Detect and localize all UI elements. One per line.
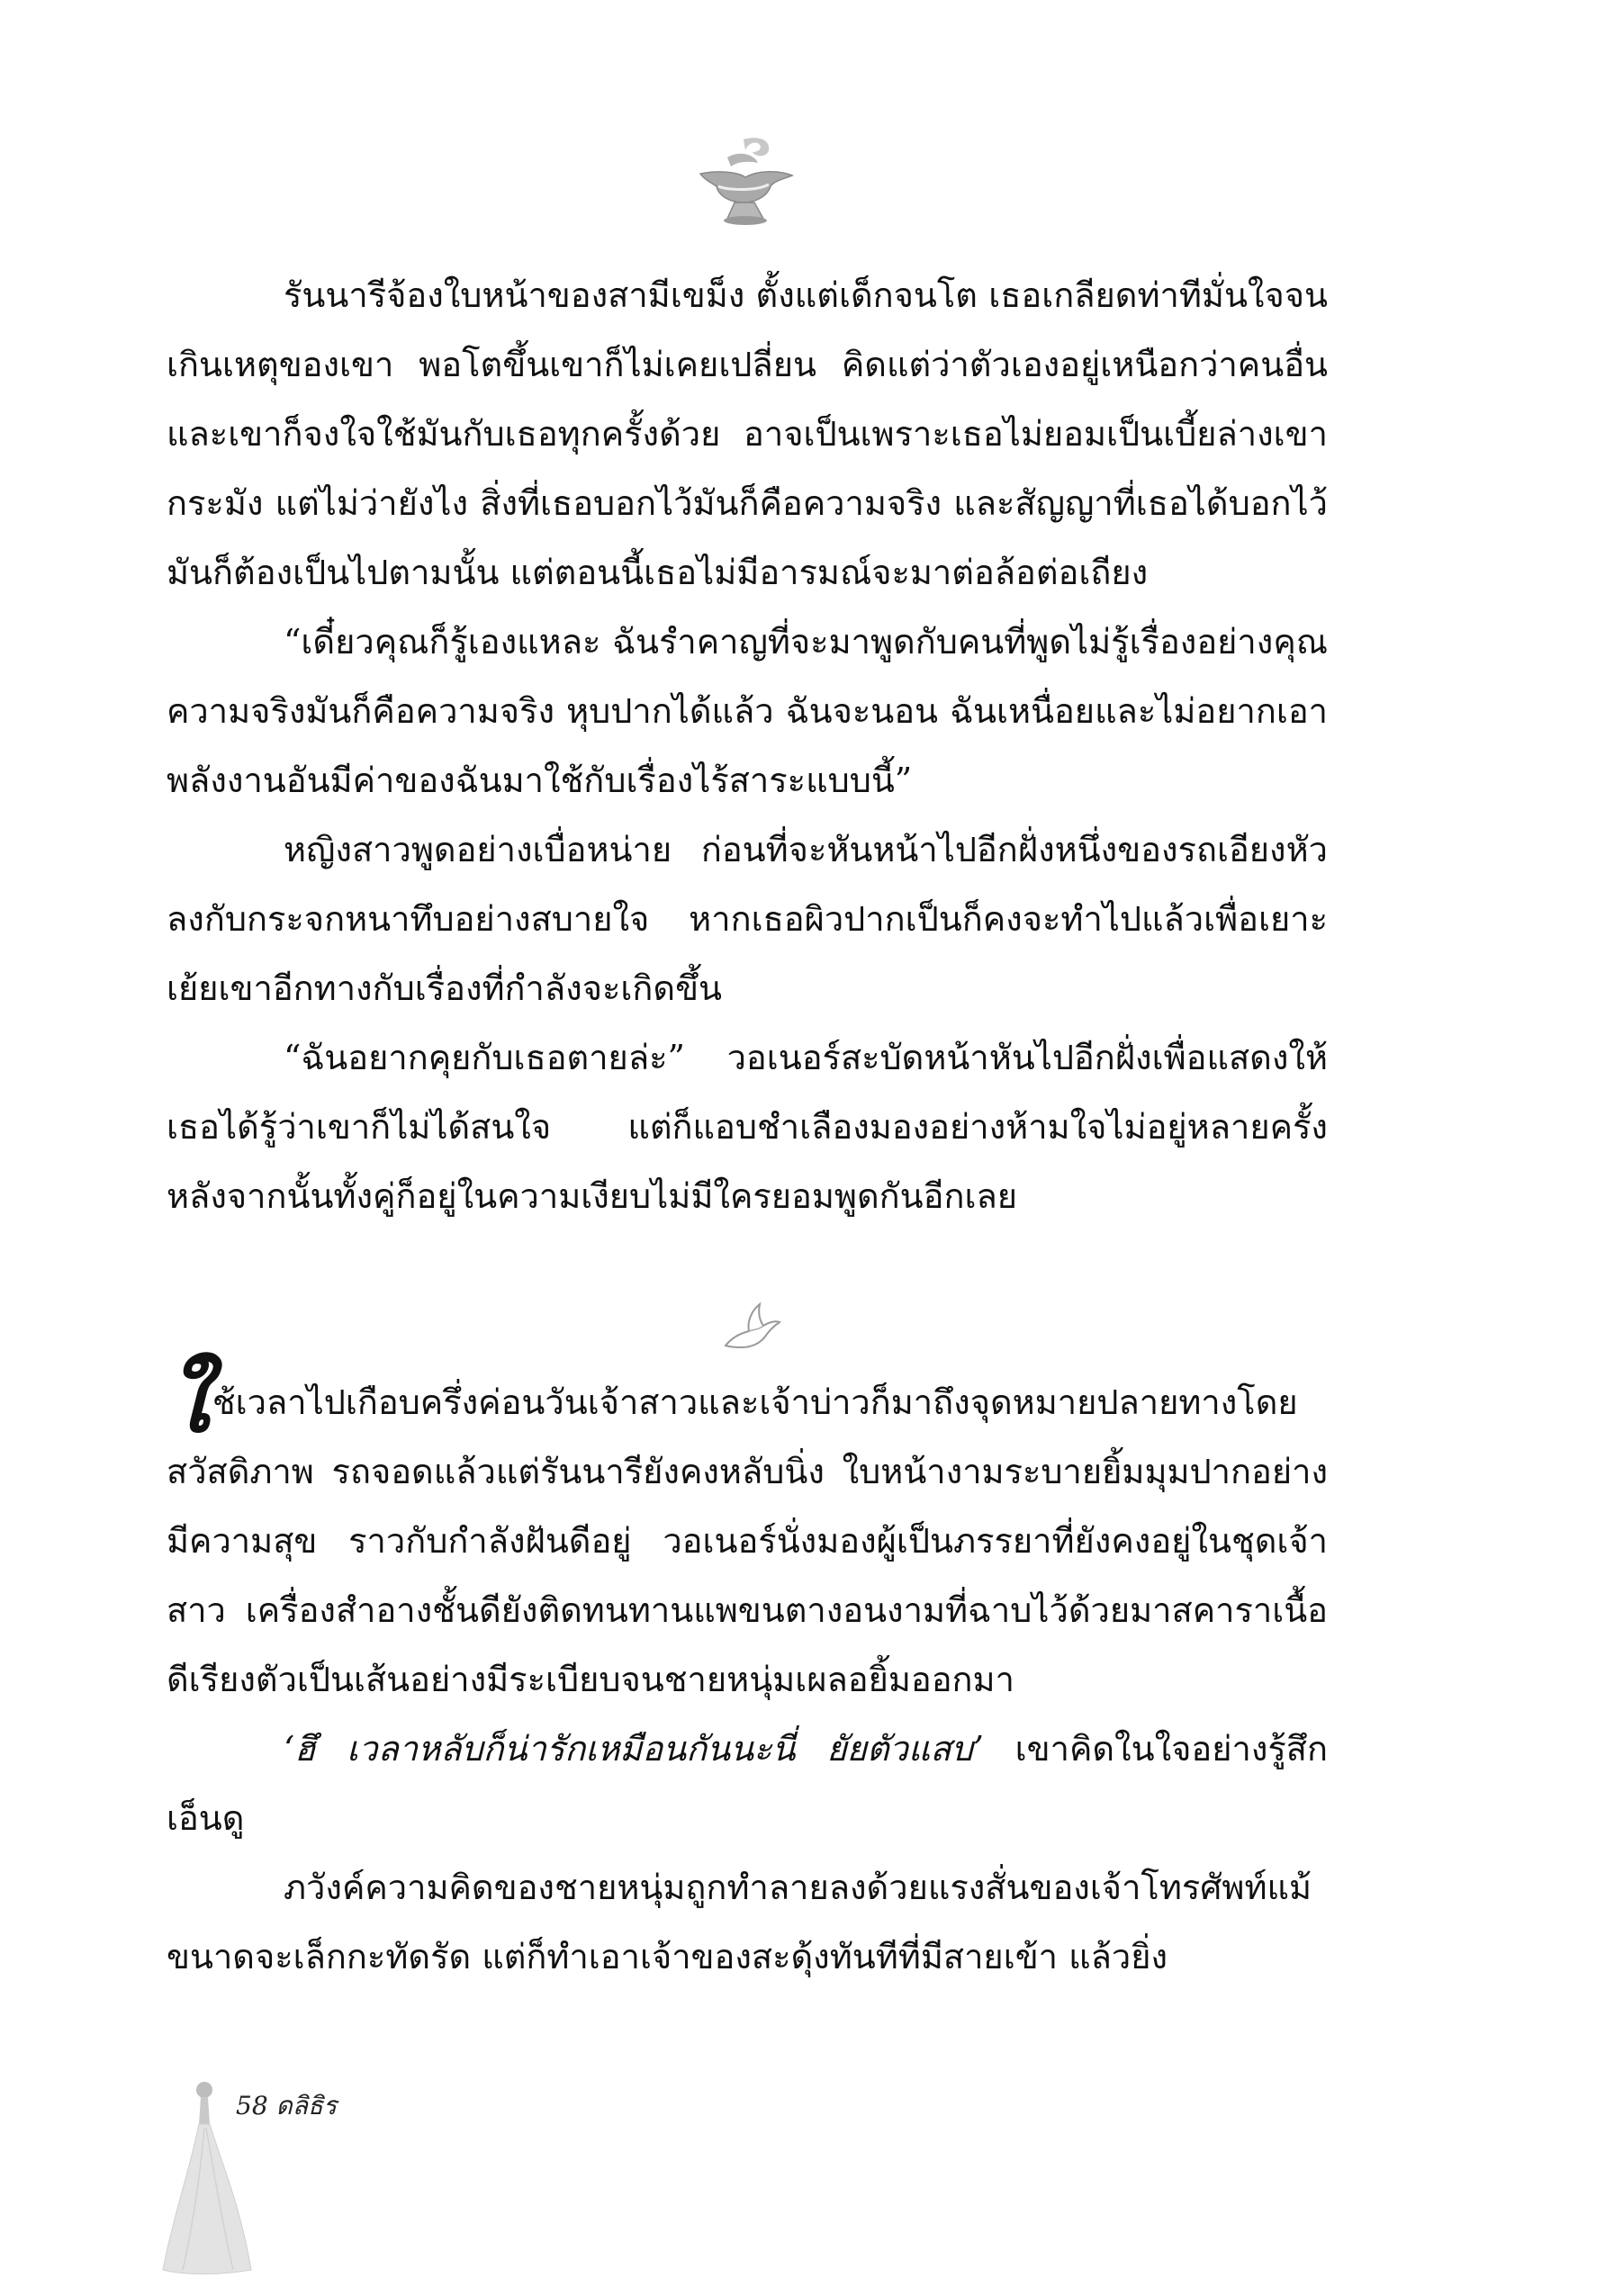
paragraph: “ฉันอยากคุยกับเธอตายล่ะ” วอเนอร์สะบัดหน้าหันไปอีกฝั่งเพื่อแสดงให้เธอได้รู้ว่าเขาก็ไม่ได้สนใจ แต่ก็แอบชำเลืองมองอย่างห้ามใจไม่อยู่หลายครั้ง หลังจากนั้นทั้งคู่ก็อยู่ในความเงียบไม่มีใครยอมพูดกันอีกเลย	[167, 1038, 1328, 1216]
text-block-before-break	[167, 261, 1328, 1231]
paragraph-thought	[167, 1715, 1328, 1853]
paragraph: รันนารีจ้องใบหน้าของสามีเขม็ง ตั้งแต่เด็กจนโต เธอเกลียดท่าทีมั่นใจจนเกินเหตุของเขา พอโตขึ้นเขาก็ไม่เคยเปลี่ยน คิดแต่ว่าตัวเองอยู่เหนือกว่าคนอื่น และเขาก็จงใจใช้มันกับเธอทุกครั้งด้วย อาจเป็นเพราะเธอไม่ยอมเป็นเบี้ยล่างเขากระมัง แต่ไม่ว่ายังไง สิ่งที่เธอบอกไว้มันก็คือความจริง และสัญญาที่เธอได้บอกไว้มันก็ต้องเป็นไปตามนั้น แต่ตอนนี้เธอไม่มีอารมณ์จะมาต่อล้อต่อเถียง	[167, 275, 1328, 592]
genie-lamp-icon	[691, 131, 799, 239]
paragraph: หญิงสาวพูดอย่างเบื่อหน่าย ก่อนที่จะหันหน้าไปอีกฝั่งหนึ่งของรถเอียงหัวลงกับกระจกหนาทึบอย่างสบายใจ หากเธอผิวปากเป็นก็คงจะทำไปแล้วเพื่อเยาะเย้ยเขาอีกทางกับเรื่องที่กำลังจะเกิดขึ้น	[167, 830, 1328, 1008]
paragraph: ภวังค์ความคิดของชายหนุ่มถูกทำลายลงด้วยแรงสั่นของเจ้าโทรศัพท์แม้ขนาดจะเล็กกะทัดรัด แต่ก็ทำเอาเจ้าของสะดุ้งทันทีที่มีสายเข้า แล้วยิ่ง	[167, 1868, 1312, 1976]
paragraph-text: ช้เวลาไปเกือบครึ่งค่อนวันเจ้าสาวและเจ้าบ่าวก็มาถึงจุดหมายปลายทางโดยสวัสดิภาพ รถจอดแล้วแต่รันนารียังคงหลับนิ่ง ใบหน้างามระบายยิ้มมุมปากอย่างมีความสุข ราวกับกำลังฝันดีอยู่ วอเนอร์นั่งมองผู้เป็นภรรยาที่ยังคงอยู่ในชุดเจ้าสาว เครื่องสำอางชั้นดียังติดทนทานแพขนตางอนงามที่ฉาบไว้ด้วยมาสคาราเนื้อดีเรียงตัวเป็นเส้นอย่างมีระเบียบจนชายหนุ่มเผลอยิ้มออกมา	[167, 1382, 1328, 1699]
paragraph: “เดี๋ยวคุณก็รู้เองแหละ ฉันรำคาญที่จะมาพูดกับคนที่พูดไม่รู้เรื่องอย่างคุณ ความจริงมันก็คือความจริง หุบปากได้แล้ว ฉันจะนอน ฉันเหนื่อยและไม่อยากเอาพลังงานอันมีค่าของฉันมาใช้กับเรื่องไร้สาระแบบนี้”	[167, 622, 1328, 800]
page-number: 58	[236, 2091, 268, 2120]
dove-icon	[720, 1301, 783, 1355]
page-footer	[236, 2086, 337, 2126]
author-name: ดลิธิร	[275, 2091, 338, 2120]
inner-thought: ‘ฮึ เวลาหลับก็น่ารักเหมือนกันนะนี่ ยัยตัวแสบ’	[284, 1729, 984, 1769]
drop-cap: ใ	[167, 1350, 209, 1452]
paragraph-text: เขาคิดในใจอย่างรู้สึกเอ็นดู	[167, 1729, 1328, 1838]
paragraph-with-dropcap	[167, 1350, 1328, 1715]
text-block-after-break	[167, 1350, 1328, 1992]
